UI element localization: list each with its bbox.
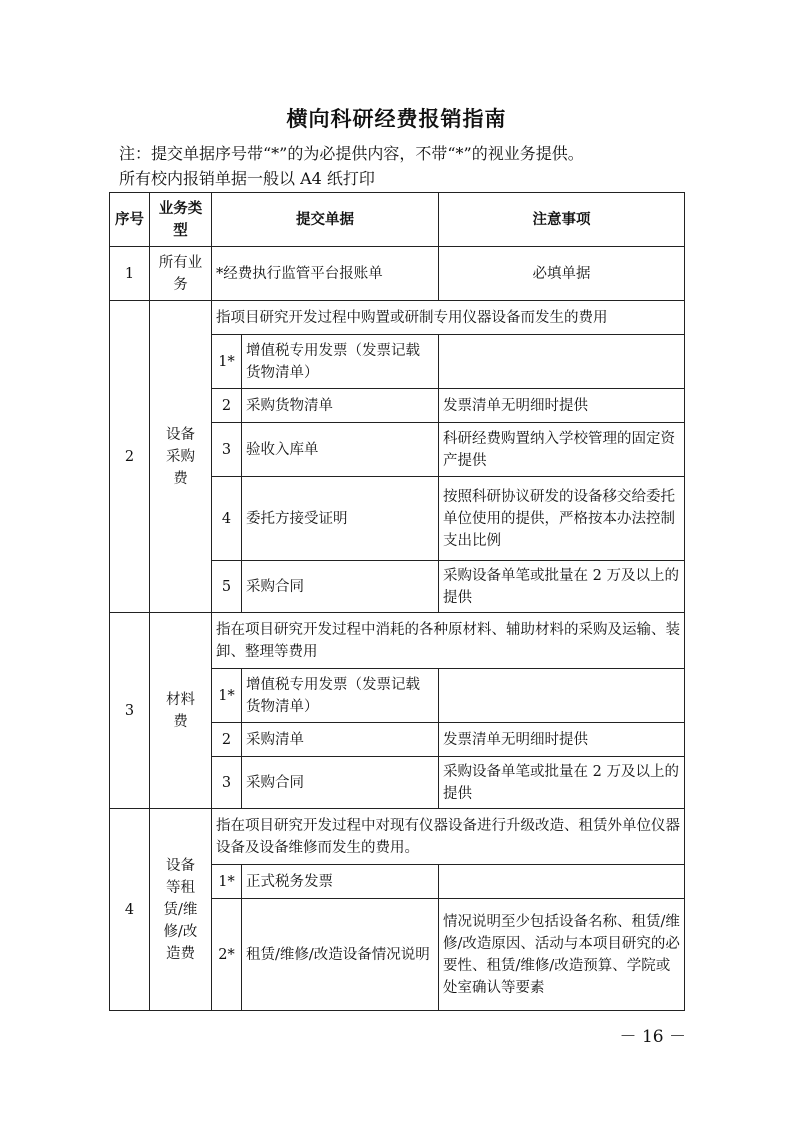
header-docs: 提交单据	[212, 193, 439, 247]
row-number: 2	[110, 301, 150, 613]
note-cell: 采购设备单笔或批量在 2 万及以上的提供	[439, 561, 685, 613]
note-cell: 科研经费购置纳入学校管理的固定资产提供	[439, 423, 685, 477]
item-number: 5	[212, 561, 242, 613]
business-type: 设备采购费	[150, 301, 212, 613]
item-number: 2	[212, 723, 242, 757]
document-cell: 采购合同	[242, 561, 439, 613]
document-cell: 正式税务发票	[242, 865, 439, 899]
category-description: 指在项目研究开发过程中对现有仪器设备进行升级改造、租赁外单位仪器设备及设备维修而发生的费用。	[212, 809, 685, 865]
header-no: 序号	[110, 193, 150, 247]
business-type: 设备等租赁/维修/改造费	[150, 809, 212, 1011]
table-row	[110, 247, 685, 301]
table-row	[110, 613, 685, 669]
note-cell: 采购设备单笔或批量在 2 万及以上的提供	[439, 757, 685, 809]
header-type: 业务类型	[150, 193, 212, 247]
document-cell: 增值税专用发票（发票记载货物清单）	[242, 335, 439, 389]
page-number: － 16 －	[619, 1027, 686, 1047]
item-number: 1*	[212, 865, 242, 899]
document-cell: 采购合同	[242, 757, 439, 809]
page-title: 横向科研经费报销指南	[286, 106, 507, 131]
table-row	[110, 809, 685, 865]
item-number: 3	[212, 757, 242, 809]
note-cell: 发票清单无明细时提供	[439, 723, 685, 757]
category-description: 指项目研究开发过程中购置或研制专用仪器设备而发生的费用	[212, 301, 685, 335]
item-number: 3	[212, 423, 242, 477]
table-row	[110, 301, 685, 335]
business-type: 材料费	[150, 613, 212, 809]
reimbursement-table	[109, 192, 685, 1011]
header-notes: 注意事项	[439, 193, 685, 247]
document-cell: 租赁/维修/改造设备情况说明	[242, 899, 439, 1011]
row-number: 4	[110, 809, 150, 1011]
item-number: 1*	[212, 669, 242, 723]
document-cell: *经费执行监管平台报账单	[212, 247, 439, 301]
note-cell	[439, 669, 685, 723]
note-line-2: 所有校内报销单据一般以 A4 纸打印	[119, 169, 375, 188]
note-cell	[439, 865, 685, 899]
business-type: 所有业务	[150, 247, 212, 301]
note-cell: 发票清单无明细时提供	[439, 389, 685, 423]
document-cell: 增值税专用发票（发票记载货物清单）	[242, 669, 439, 723]
note-cell: 必填单据	[439, 247, 685, 301]
item-number: 4	[212, 477, 242, 561]
row-number: 3	[110, 613, 150, 809]
note-line-1: 注：提交单据序号带“*”的为必提供内容，不带“*”的视业务提供。	[119, 144, 584, 163]
document-cell: 采购清单	[242, 723, 439, 757]
document-cell: 验收入库单	[242, 423, 439, 477]
document-cell: 委托方接受证明	[242, 477, 439, 561]
item-number: 1*	[212, 335, 242, 389]
category-description: 指在项目研究开发过程中消耗的各种原材料、辅助材料的采购及运输、装卸、整理等费用	[212, 613, 685, 669]
note-cell: 情况说明至少包括设备名称、租赁/维修/改造原因、活动与本项目研究的必要性、租赁/维修/改造预算、学院或处室确认等要素	[439, 899, 685, 1011]
table-header-row	[110, 193, 685, 247]
document-cell: 采购货物清单	[242, 389, 439, 423]
row-number: 1	[110, 247, 150, 301]
item-number: 2	[212, 389, 242, 423]
item-number: 2*	[212, 899, 242, 1011]
note-cell: 按照科研协议研发的设备移交给委托单位使用的提供，严格按本办法控制支出比例	[439, 477, 685, 561]
note-cell	[439, 335, 685, 389]
